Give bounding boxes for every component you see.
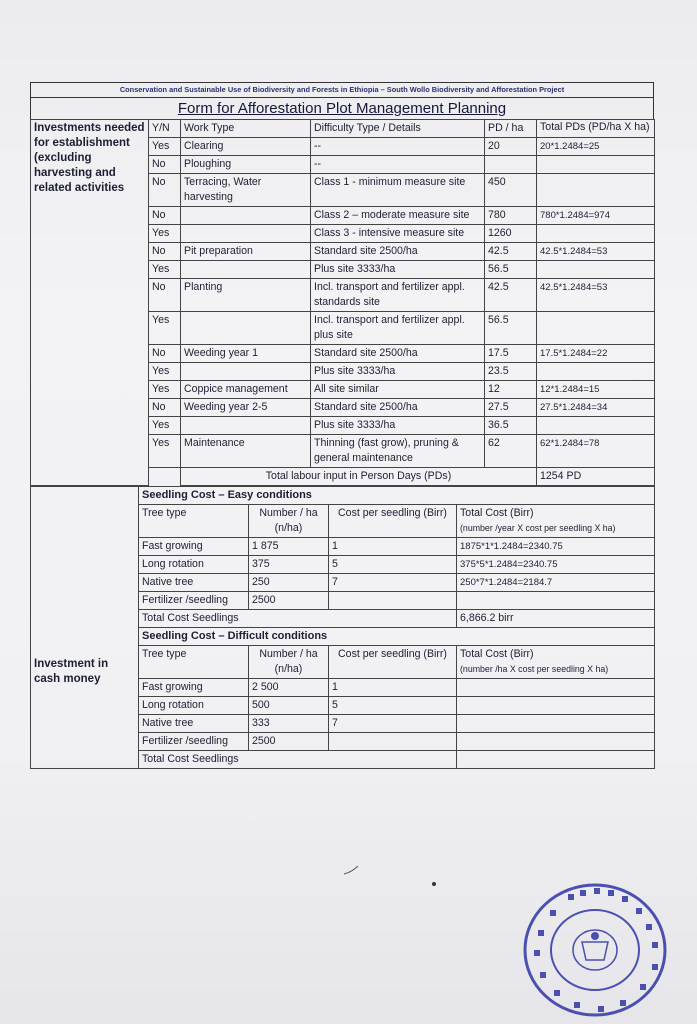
easy-total-cell: 1875*1*1.2484=2340.75 (457, 538, 655, 556)
investment-total-cell (537, 312, 655, 345)
difficult-col-tree-header: Tree type (139, 646, 249, 679)
investment-work-cell (181, 207, 311, 225)
easy-cost-cell: 1 (329, 538, 457, 556)
easy-number-cell: 250 (249, 574, 329, 592)
easy-total-value: 6,866.2 birr (457, 610, 655, 628)
investment-work-cell: Planting (181, 279, 311, 312)
investment-yn-cell: Yes (149, 138, 181, 156)
investment-work-cell (181, 312, 311, 345)
investment-yn-cell: Yes (149, 225, 181, 243)
difficult-total-value (457, 751, 655, 769)
investment-yn-cell: Yes (149, 435, 181, 468)
investment-work-cell (181, 261, 311, 279)
investment-total-cell: 780*1.2484=974 (537, 207, 655, 225)
easy-col-total-header (457, 505, 655, 538)
difficult-cost-cell: 5 (329, 697, 457, 715)
investment-pd-cell: 12 (485, 381, 537, 399)
investment-yn-cell: No (149, 174, 181, 207)
easy-total-label: Total Cost Seedlings (139, 610, 457, 628)
easy-cost-cell: 7 (329, 574, 457, 592)
investment-yn-cell: Yes (149, 363, 181, 381)
easy-tree-cell: Long rotation (139, 556, 249, 574)
investment-total-cell (537, 363, 655, 381)
difficult-number-cell: 2 500 (249, 679, 329, 697)
afforestation-form (30, 82, 654, 769)
investment-diff-cell: Plus site 3333/ha (311, 261, 485, 279)
investment-diff-cell: Incl. transport and fertilizer appl. plus site (311, 312, 485, 345)
easy-total-cell: 375*5*1.2484=2340.75 (457, 556, 655, 574)
investment-yn-cell: No (149, 243, 181, 261)
investment-work-cell: Pit preparation (181, 243, 311, 261)
easy-tree-cell: Native tree (139, 574, 249, 592)
investment-work-cell: Terracing, Water harvesting (181, 174, 311, 207)
easy-total-cell (457, 592, 655, 610)
difficult-cost-cell: 7 (329, 715, 457, 733)
investment-yn-cell: No (149, 156, 181, 174)
difficult-total-cell (457, 715, 655, 733)
investment-diff-cell: Plus site 3333/ha (311, 363, 485, 381)
difficult-number-cell: 2500 (249, 733, 329, 751)
col-yn-header: Y/N (149, 120, 181, 138)
easy-cost-cell: 5 (329, 556, 457, 574)
investment-total-cell: 42.5*1.2484=53 (537, 279, 655, 312)
difficult-col-total-header (457, 646, 655, 679)
investment-diff-cell: -- (311, 138, 485, 156)
investment-work-cell (181, 363, 311, 381)
investment-work-cell (181, 417, 311, 435)
investment-total-cell: 27.5*1.2484=34 (537, 399, 655, 417)
cash-table (30, 486, 655, 769)
investment-work-cell: Clearing (181, 138, 311, 156)
labour-total-label: Total labour input in Person Days (PDs) (181, 468, 537, 486)
investment-total-cell: 20*1.2484=25 (537, 138, 655, 156)
investment-work-cell (181, 225, 311, 243)
investment-total-cell: 42.5*1.2484=53 (537, 243, 655, 261)
investment-total-cell (537, 225, 655, 243)
investment-pd-cell: 36.5 (485, 417, 537, 435)
investment-diff-cell: Standard site 2500/ha (311, 345, 485, 363)
investment-diff-cell: Thinning (fast grow), pruning & general maintenance (311, 435, 485, 468)
investment-work-cell: Weeding year 2-5 (181, 399, 311, 417)
difficult-tree-cell: Fast growing (139, 679, 249, 697)
easy-total-cost-label: Total Cost (Birr) (460, 507, 534, 519)
investments-label: Investments needed for establishment (excluding harvesting and related activities (31, 120, 149, 486)
investment-total-cell: 62*1.2484=78 (537, 435, 655, 468)
easy-tree-cell: Fertilizer /seedling (139, 592, 249, 610)
investment-diff-cell: Standard site 2500/ha (311, 399, 485, 417)
difficult-tree-cell: Long rotation (139, 697, 249, 715)
difficult-total-cell (457, 697, 655, 715)
investment-work-cell: Maintenance (181, 435, 311, 468)
difficult-tree-cell: Native tree (139, 715, 249, 733)
investment-pd-cell: 56.5 (485, 312, 537, 345)
difficult-total-cell (457, 679, 655, 697)
project-title: Conservation and Sustainable Use of Biodiversity and Forests in Ethiopia – South Wollo Biodiversity and Afforestation Project (30, 82, 654, 97)
investment-pd-cell (485, 156, 537, 174)
investment-yn-cell: No (149, 345, 181, 363)
investment-yn-cell: No (149, 279, 181, 312)
investment-pd-cell: 42.5 (485, 279, 537, 312)
difficult-total-cell (457, 733, 655, 751)
easy-col-tree-header: Tree type (139, 505, 249, 538)
difficult-total-cost-label: Total Cost (Birr) (460, 648, 534, 660)
difficult-tree-cell: Fertilizer /seedling (139, 733, 249, 751)
investment-total-cell (537, 174, 655, 207)
investment-pd-cell: 780 (485, 207, 537, 225)
investment-pd-cell: 20 (485, 138, 537, 156)
easy-tree-cell: Fast growing (139, 538, 249, 556)
difficult-col-cost-header: Cost per seedling (Birr) (329, 646, 457, 679)
difficult-cost-cell: 1 (329, 679, 457, 697)
official-stamp (520, 880, 670, 1020)
investment-total-cell (537, 156, 655, 174)
col-pd-header: PD / ha (485, 120, 537, 138)
investment-diff-cell: Plus site 3333/ha (311, 417, 485, 435)
investment-diff-cell: All site similar (311, 381, 485, 399)
difficult-col-number-header: Number / ha (n/ha) (249, 646, 329, 679)
difficult-number-cell: 333 (249, 715, 329, 733)
easy-total-cost-note: (number /year X cost per seedling X ha) (460, 523, 616, 533)
easy-cost-cell (329, 592, 457, 610)
easy-number-cell: 2500 (249, 592, 329, 610)
difficult-number-cell: 500 (249, 697, 329, 715)
investment-total-cell: 12*1.2484=15 (537, 381, 655, 399)
col-work-header: Work Type (181, 120, 311, 138)
investment-yn-cell: Yes (149, 381, 181, 399)
form-title: Form for Afforestation Plot Management Planning (30, 97, 654, 119)
investment-diff-cell: Class 1 - minimum measure site (311, 174, 485, 207)
investment-pd-cell: 62 (485, 435, 537, 468)
investment-pd-cell: 1260 (485, 225, 537, 243)
labour-total-value: 1254 PD (537, 468, 655, 486)
ink-dot (432, 882, 436, 886)
investment-pd-cell: 17.5 (485, 345, 537, 363)
investment-work-cell: Ploughing (181, 156, 311, 174)
difficult-total-cost-note: (number /ha X cost per seedling X ha) (460, 664, 609, 674)
investments-table (30, 119, 655, 486)
difficult-section-title: Seedling Cost – Difficult conditions (139, 628, 655, 646)
investment-total-cell: 17.5*1.2484=22 (537, 345, 655, 363)
easy-number-cell: 1 875 (249, 538, 329, 556)
difficult-cost-cell (329, 733, 457, 751)
investment-pd-cell: 42.5 (485, 243, 537, 261)
easy-col-cost-header: Cost per seedling (Birr) (329, 505, 457, 538)
investment-pd-cell: 27.5 (485, 399, 537, 417)
cash-label: Investment in cash money (31, 487, 139, 769)
easy-number-cell: 375 (249, 556, 329, 574)
investment-diff-cell: Incl. transport and fertilizer appl. standards site (311, 279, 485, 312)
investment-yn-cell: Yes (149, 417, 181, 435)
investment-diff-cell: Class 2 – moderate measure site (311, 207, 485, 225)
investment-total-cell (537, 261, 655, 279)
labour-total-spacer (149, 468, 181, 486)
easy-col-number-header: Number / ha (n/ha) (249, 505, 329, 538)
investment-pd-cell: 450 (485, 174, 537, 207)
investment-diff-cell: -- (311, 156, 485, 174)
investments-header-row (31, 120, 655, 138)
easy-total-cell: 250*7*1.2484=2184.7 (457, 574, 655, 592)
investment-yn-cell: No (149, 207, 181, 225)
col-total-header: Total PDs (PD/ha X ha) (537, 120, 655, 138)
investment-work-cell: Weeding year 1 (181, 345, 311, 363)
investment-yn-cell: Yes (149, 312, 181, 345)
investment-pd-cell: 56.5 (485, 261, 537, 279)
investment-yn-cell: No (149, 399, 181, 417)
investment-yn-cell: Yes (149, 261, 181, 279)
col-diff-header: Difficulty Type / Details (311, 120, 485, 138)
investment-diff-cell: Standard site 2500/ha (311, 243, 485, 261)
investment-pd-cell: 23.5 (485, 363, 537, 381)
investment-diff-cell: Class 3 - intensive measure site (311, 225, 485, 243)
investment-total-cell (537, 417, 655, 435)
easy-section-title: Seedling Cost – Easy conditions (139, 487, 655, 505)
investment-work-cell: Coppice management (181, 381, 311, 399)
pen-mark (340, 860, 370, 880)
difficult-total-label: Total Cost Seedlings (139, 751, 457, 769)
